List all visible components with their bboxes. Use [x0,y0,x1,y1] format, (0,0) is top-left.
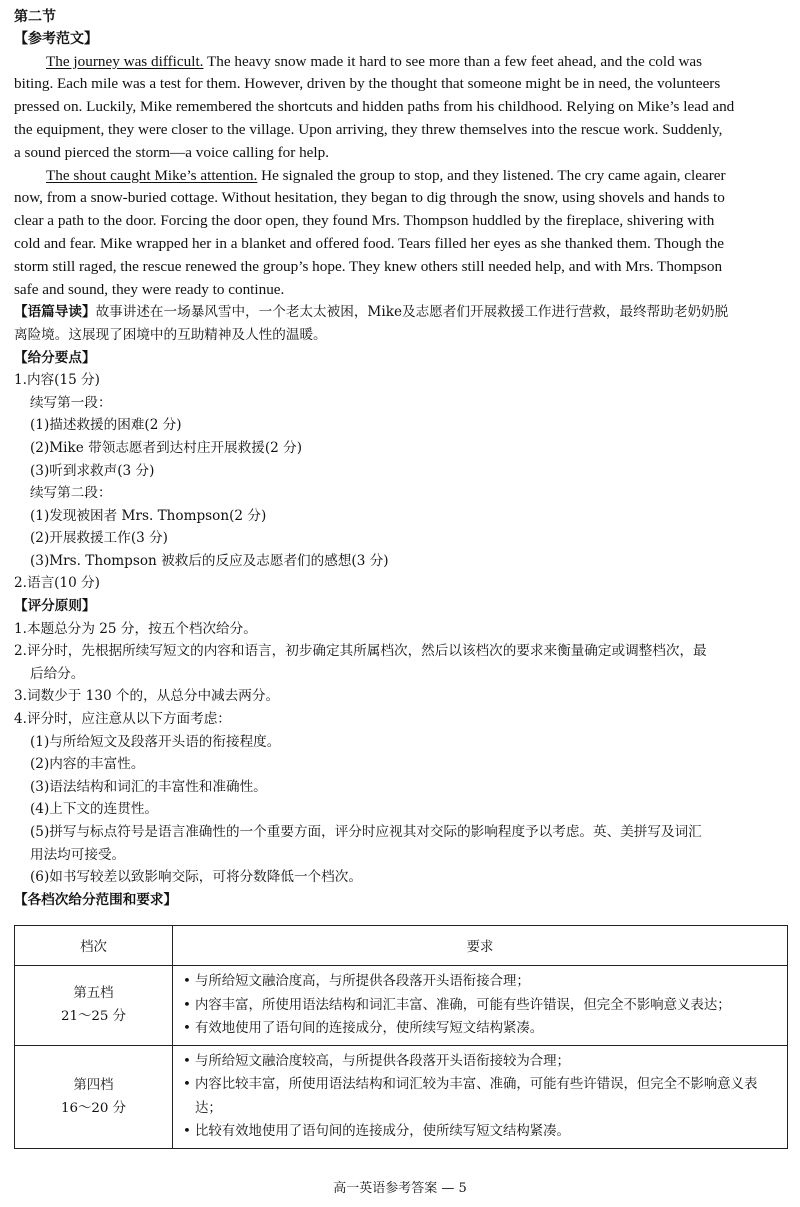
requirement-text: 与所给短文融洽度较高，与所提供各段落开头语衔接较为合理； [195,1053,570,1069]
requirement-item: • 内容丰富，所使用语法结构和词汇丰富、准确，可能有些许错误，但完全不影响意义表达； [183,994,777,1018]
guide-label: 【语篇导读】 [14,304,96,321]
guide-block [14,301,788,346]
points-list [14,369,788,595]
list-item: (2)内容的丰富性。 [30,756,145,773]
list-item: (2)开展救援工作(3 分) [30,530,168,547]
col-header-requirement: 要求 [173,926,788,966]
requirement-item: • 有效地使用了语句间的连接成分，使所续写短文结构紧凑。 [183,1017,777,1041]
p2-line: cold and fear. Mike wrapped her in a blanket and offered food. Tears filled her eyes as she thanked them. Though the [14,234,724,252]
list-item: 续写第一段： [30,394,112,411]
list-item: 3.词数少于 130 个的，从总分中减去两分。 [14,688,280,705]
level-cell [15,966,173,1046]
requirement-item: • 与所给短文融洽度高，与所提供各段落开头语衔接合理； [183,970,777,994]
requirement-item: • 比较有效地使用了语句间的连接成分，使所续写短文结构紧凑。 [183,1120,777,1144]
list-item: (1)描述救援的困难(2 分) [30,417,182,434]
list-item: 1.内容(15 分) [14,372,100,389]
requirement-text: 比较有效地使用了语句间的连接成分，使所续写短文结构紧凑。 [195,1124,570,1139]
list-item: (3)听到求救声(3 分) [30,462,155,479]
list-item: 1.本题总分为 25 分，按五个档次给分。 [14,620,257,637]
list-item: (1)与所给短文及段落开头语的衔接程度。 [30,733,281,750]
list-item: 用法均可接受。 [30,846,126,863]
p2-line: He signaled the group to stop, and they listened. The cry came again, clearer [257,166,726,184]
levels-label: 【各档次给分范围和要求】 [14,891,178,908]
requirement-cell [173,966,788,1046]
p1-line: a sound pierced the storm—a voice calling for help. [14,143,330,161]
guide-text: 离险境。这展现了困境中的互助精神及人性的温暖。 [14,326,327,343]
requirement-text: 与所给短文融洽度高，与所提供各段落开头语衔接合理； [195,974,530,989]
p1-line: The heavy snow made it hard to see more than a few feet ahead, and the cold was [203,52,703,70]
requirement-text: 内容比较丰富，所使用语法结构和词汇较为丰富、准确，可能有些许错误，但完全不影响意义表达； [195,1077,758,1116]
page-footer: 高一英语参考答案 — 5 [333,1181,467,1196]
list-item: (5)拼写与标点符号是语言准确性的一个重要方面，评分时应视其对交际的影响程度予以考虑。英、美拼写及词汇 [30,824,702,841]
p1-line: pressed on. Luckily, Mike remembered the shortcuts and hidden paths from his childhood. Relying on Mike’s lead and [14,98,735,116]
list-item: (6)如书写较差以致影响交际，可将分数降低一个档次。 [30,869,362,886]
p2-line: storm still raged, the rescue renewed the group’s hope. They knew others still needed help, and with Mrs. Thompson [14,257,723,275]
level-name: 第四档 [73,1077,114,1093]
principles-label: 【评分原则】 [14,598,96,615]
list-item: 2.评分时，先根据所续写短文的内容和语言，初步确定其所属档次，然后以该档次的要求来衡量确定或调整档次，最 [14,643,707,660]
list-item: (3)语法结构和词汇的丰富性和准确性。 [30,778,267,795]
list-item: (3)Mrs. Thompson 被救后的反应及志愿者们的感想(3 分) [30,552,389,569]
guide-text: 故事讲述在一场暴风雪中，一个老太太被困，Mike及志愿者们开展救援工作进行营救，最终帮助老奶奶脱 [95,304,729,321]
level-name: 第五档 [73,986,114,1002]
table-row [15,1045,788,1148]
requirement-text: 有效地使用了语句间的连接成分，使所续写短文结构紧凑。 [195,1021,544,1036]
ref-paragraph-1 [14,51,788,165]
level-range: 16～20 分 [60,1100,127,1116]
section-title: 第二节 [14,9,56,25]
table-row [15,966,788,1046]
level-cell [15,1045,173,1148]
list-item: (2)Mike 带领志愿者到达村庄开展救援(2 分) [30,439,303,456]
levels-table [14,925,788,1149]
list-item: (1)发现被困者 Mrs. Thompson(2 分) [30,507,267,524]
list-item: 2.语言(10 分) [14,575,100,592]
requirement-cell [173,1045,788,1148]
requirement-text: 内容丰富，所使用语法结构和词汇丰富、准确，可能有些许错误，但完全不影响意义表达； [195,997,731,1013]
requirement-item: • 与所给短文融洽度较高，与所提供各段落开头语衔接较为合理； [183,1050,777,1074]
p2-line: now, from a snow-buried cottage. Without hesitation, they began to dig through the snow, using shovels and hands to [14,189,725,207]
points-label: 【给分要点】 [14,349,96,366]
p2-line: clear a path to the door. Forcing the door open, they found Mrs. Thompson huddled by the fireplace, shivering with [14,212,715,230]
level-range: 21～25 分 [60,1009,127,1025]
list-item: 续写第二段： [30,485,112,502]
table-header-row [15,926,788,966]
paragraph-1-lead: The journey was difficult. [46,52,204,70]
p2-line: safe and sound, they were ready to continue. [14,280,285,298]
document-page [14,6,788,911]
ref-label: 【参考范文】 [14,31,98,48]
list-item: 后给分。 [30,665,85,682]
list-item: (4)上下文的连贯性。 [30,801,159,818]
principles-list [14,618,788,889]
p1-line: the equipment, they were closer to the village. Upon arriving, they threw themselves into the rescue work. Suddenly, [14,120,723,138]
list-item: 4.评分时，应注意从以下方面考虑： [14,711,231,728]
p1-line: biting. Each mile was a test for them. However, driven by the thought that someone might be in need, the volunteers [14,75,721,93]
requirement-item: • 内容比较丰富，所使用语法结构和词汇较为丰富、准确，可能有些许错误，但完全不影响意义表达； [183,1073,777,1120]
paragraph-2-lead: The shout caught Mike’s attention. [46,166,258,184]
col-header-level: 档次 [15,926,173,966]
ref-paragraph-2 [14,165,788,302]
